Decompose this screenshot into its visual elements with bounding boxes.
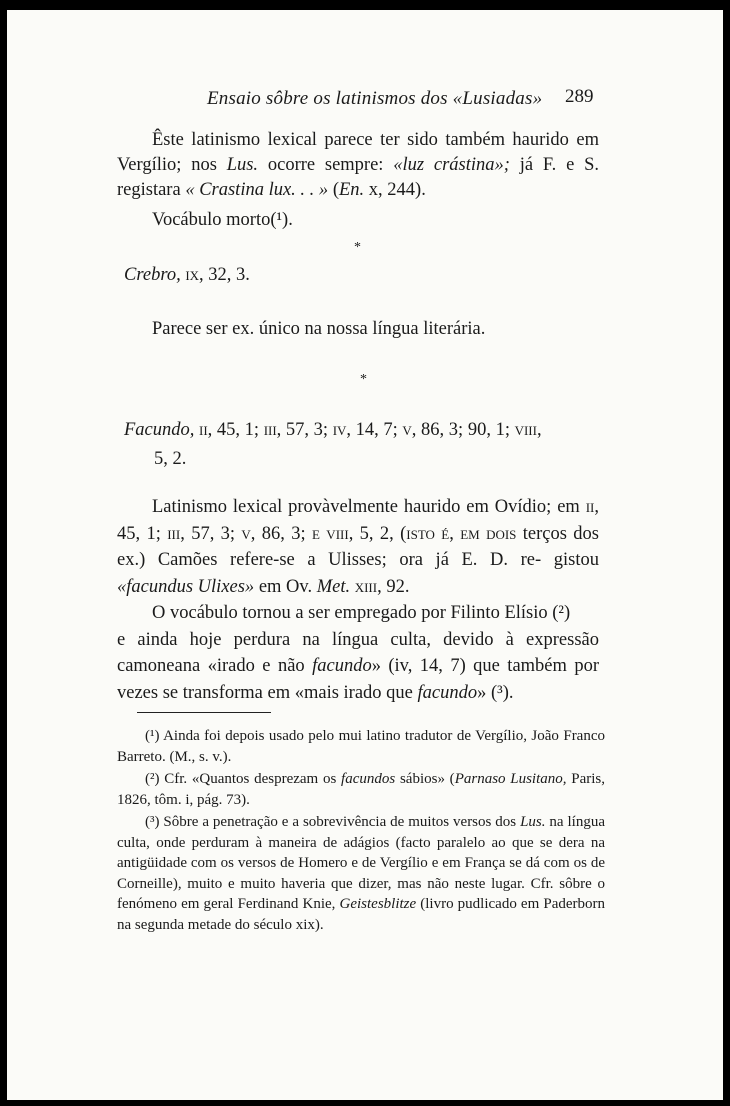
footnote-1: (¹) Ainda foi depois usado pelo mui latino tradutor de Vergílio, João Franco Barreto. (M., s. v.). (117, 728, 605, 765)
page-number: 289 (565, 86, 594, 107)
running-title: Ensaio sôbre os latinismos dos «Lusiadas» (207, 88, 543, 109)
section-separator: * (354, 240, 361, 255)
entry-crebro (124, 263, 250, 288)
footnote-2: (²) Cfr. «Quantos desprezam os facundos sábios» (Parnaso Lusitano, Paris, 1826, tôm. i, pág. 73). (117, 771, 606, 808)
headword: Crebro, (124, 265, 181, 285)
headword: Facundo, (124, 420, 195, 440)
references-continued: 5, 2. (154, 449, 187, 469)
footnote-3: (³) Sôbre a penetração e a sobrevivência de muitos versos dos Lus. na língua culta, onde perduram à maneira de adágios (facto paralelo ao que se dera na antigüidade com os versos de Homero e de Vergílio e em França se dá com os de Corneille), muito e muito haveria que dizer, mas não neste lugar. Cfr. sôbre o fenómeno em geral Ferdinand Knie, Geistesblitze (livro pudlicado em Paderborn na segunda metade do século xix). (117, 814, 606, 933)
entry-facundo (124, 418, 602, 472)
paragraph-crastina: Êste latinismo lexical parece ter sido também haurido em Vergílio; nos Lus. ocorre sempre: «luz crástina»; já F. e S. registara « Crastina lux. . . » (En. x, 244). (117, 130, 600, 200)
section-separator: * (360, 372, 367, 387)
paragraph-crebro: Parece ser ex. único na nossa língua literária. (152, 319, 486, 339)
book-page (7, 10, 723, 1100)
footnote-rule (137, 712, 271, 713)
paragraph-crastina-last-line: Vocábulo morto(¹). (152, 210, 293, 230)
references: ix, 32, 3. (180, 265, 250, 285)
footnotes (117, 726, 605, 937)
references: ii, 45, 1; iii, 57, 3; iv, 14, 7; v, 86, 3; 90, 1; viii, (194, 420, 542, 440)
paragraph-facundo: Latinismo lexical provàvelmente haurido em Ovídio; em ii, 45, 1; iii, 57, 3; v, 86, 3; e viii, 5, 2, (isto é, em dois terços dos ex.) Camões refere-se a Ulisses; ora já E. D. re- gistou «facundus Ulixes» em Ov. Met. xiii, 92. O vocábulo tornou a ser empregado por Filinto Elísio (²) e ainda hoje perdura na língua culta, devido à expressão camoneana «irado e não facundo» (iv, 14, 7) que também por vezes se transforma em «mais irado que facundo» (³). (117, 497, 600, 703)
